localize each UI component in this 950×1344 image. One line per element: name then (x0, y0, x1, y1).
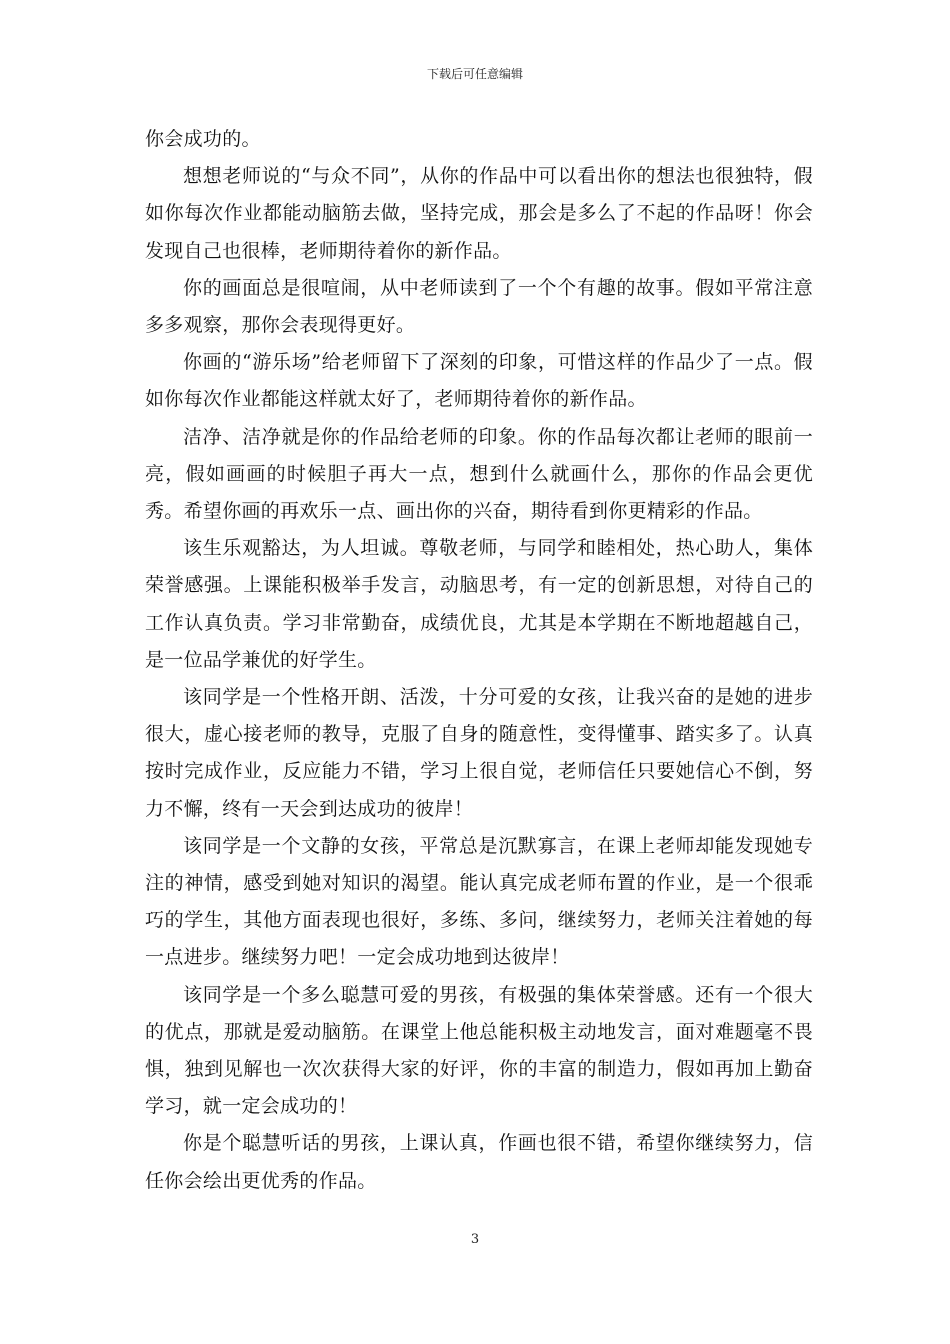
paragraph: 该同学是一个性格开朗、活泼，十分可爱的女孩，让我兴奋的是她的进步很大，虚心接老师的教导，克服了自身的随意性，变得懂事、踏实多了。认真按时完成作业，反应能力不错，学习上很自觉，老师信任只要她信心不倒，努力不懈，终有一天会到达成功的彼岸！ (145, 686, 813, 820)
page-number: 3 (470, 1232, 480, 1247)
paragraph: 该生乐观豁达，为人坦诚。尊敬老师，与同学和睦相处，热心助人，集体荣誉感强。上课能积极举手发言，动脑思考，有一定的创新思想，对待自己的工作认真负责。学习非常勤奋，成绩优良，尤其是本学期在不断地超越自己，是一位品学兼优的好学生。 (145, 537, 813, 671)
document-body (145, 121, 813, 1200)
paragraph: 你的画面总是很喧闹，从中老师读到了一个个有趣的故事。假如平常注意多多观察，那你会表现得更好。 (145, 276, 813, 337)
paragraph: 该同学是一个文静的女孩，平常总是沉默寡言，在课上老师却能发现她专注的神情，感受到她对知识的渴望。能认真完成老师布置的作业，是一个很乖巧的学生，其他方面表现也很好，多练、多问，继续努力，老师关注着她的每一点进步。继续努力吧！一定会成功地到达彼岸！ (145, 834, 813, 969)
paragraph-continued: 你会成功的。 (145, 128, 261, 150)
paragraph: 想想老师说的“与众不同”，从你的作品中可以看出你的想法也很独特，假如你每次作业都能动脑筋去做，坚持完成，那会是多么了不起的作品呀！你会发现自己也很棒，老师期待着你的新作品。 (145, 165, 813, 262)
paragraph: 该同学是一个多么聪慧可爱的男孩，有极强的集体荣誉感。还有一个很大的优点，那就是爱动脑筋。在课堂上他总能积极主动地发言，面对难题毫不畏惧，独到见解也一次次获得大家的好评，你的丰富的制造力，假如再加上勤奋学习，就一定会成功的！ (145, 983, 813, 1118)
paragraph: 你画的“游乐场”给老师留下了深刻的印象，可惜这样的作品少了一点。假如你每次作业都能这样就太好了，老师期待着你的新作品。 (145, 351, 813, 411)
page-header: 下载后可任意编辑 (426, 67, 523, 81)
paragraph: 洁净、洁净就是你的作品给老师的印象。你的作品每次都让老师的眼前一亮，假如画画的时候胆子再大一点，想到什么就画什么，那你的作品会更优秀。希望你画的再欢乐一点、画出你的兴奋，期待看到你更精彩的作品。 (145, 425, 813, 523)
paragraph: 你是个聪慧听话的男孩，上课认真，作画也很不错，希望你继续努力，信任你会绘出更优秀的作品。 (145, 1132, 813, 1192)
